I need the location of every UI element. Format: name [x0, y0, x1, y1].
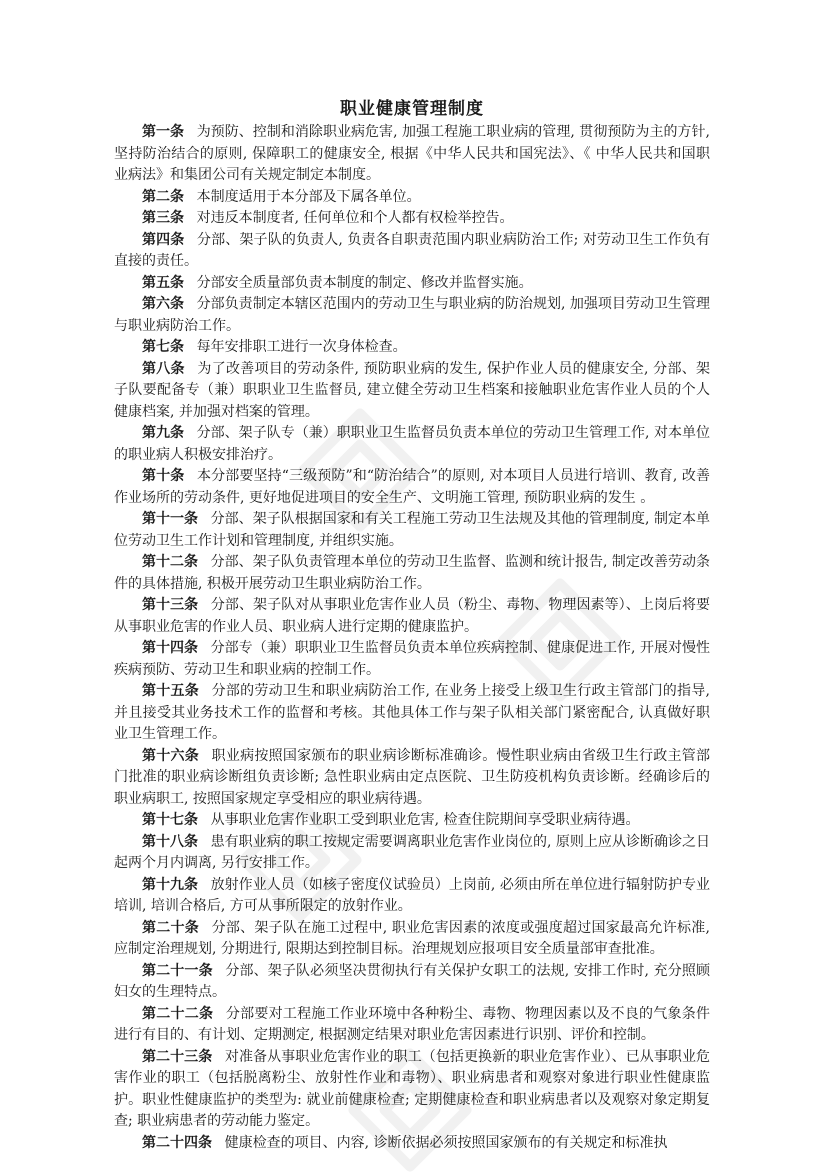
article-paragraph: [114, 337, 710, 359]
article-paragraph: [114, 1047, 710, 1133]
article-text: 本分部要坚持“三级预防”和“防治结合”的原则, 对本项目人员进行培训、教育, 改善作业场所的劳动条件, 更好地促进项目的安全生产、文明施工管理, 预防职业病的发生 。: [114, 468, 711, 506]
article-paragraph: [114, 810, 710, 832]
article-list: [114, 122, 710, 1154]
article-paragraph: [114, 187, 710, 209]
article-text: 放射作业人员（如核子密度仪试验员）上岗前, 必须由所在单位进行辐射防护专业培训, 培训合格后, 方可从事所限定的放射作业。: [114, 876, 711, 914]
article-paragraph: [114, 746, 710, 811]
article-text: 分部、架子队对从事职业危害作业人员（粉尘、毒物、物理因素等）、上岗后将要从事职业危害的作业人员、职业病人进行定期的健康监护。: [114, 597, 711, 635]
article-number: 第十六条: [142, 747, 199, 764]
article-paragraph: [114, 294, 710, 337]
article-paragraph: [114, 273, 710, 295]
article-paragraph: [114, 1133, 710, 1155]
article-number: 第七条: [142, 339, 184, 355]
article-paragraph: [114, 832, 710, 875]
article-text: 分部、架子队的负责人, 负责各自职责范围内职业病防治工作; 对劳动卫生工作负有直接的责任。: [114, 231, 710, 269]
article-paragraph: [114, 466, 710, 509]
article-number: 第二十条: [142, 919, 200, 936]
article-number: 第五条: [142, 274, 184, 291]
article-paragraph: [114, 359, 710, 424]
article-number: 第十五条: [142, 683, 200, 699]
article-number: 第三条: [142, 210, 184, 226]
article-text: 分部要对工程施工作业环境中各种粉尘、毒物、物理因素以及不良的气象条件进行有目的、有计划、定期测定, 根据测定结果对职业危害因素进行识别、评价和控制。: [114, 1005, 711, 1043]
article-number: 第九条: [142, 425, 185, 441]
article-text: 职业病按照国家颁布的职业病诊断标准确诊。慢性职业病由省级卫生行政主管部门批准的职业病诊断组负责诊断; 急性职业病由定点医院、卫生防疫机构负责诊断。经确诊后的职业病职工, 按照国家规定享受相应的职业病待遇。: [114, 747, 711, 807]
article-text: 分部、架子队负责管理本单位的劳动卫生监督、监测和统计报告, 制定改善劳动条件的具体措施, 积极开展劳动卫生职业病防治工作。: [114, 554, 711, 592]
article-paragraph: [114, 638, 710, 681]
article-text: 健康检查的项目、内容, 诊断依据必须按照国家颁布的有关规定和标准执: [224, 1134, 668, 1151]
article-paragraph: [114, 875, 710, 918]
article-number: 第四条: [142, 231, 185, 248]
article-paragraph: [114, 552, 710, 595]
article-number: 第二十三条: [142, 1048, 213, 1065]
article-text: 从事职业危害作业职工受到职业危害, 检查住院期间享受职业病待遇。: [210, 812, 640, 828]
article-paragraph: [114, 122, 710, 187]
article-number: 第十二条: [142, 554, 199, 570]
article-number: 第二十一条: [142, 962, 213, 979]
article-number: 第十一条: [142, 511, 199, 527]
article-number: 第一条: [142, 124, 185, 140]
article-text: 分部的劳动卫生和职业病防治工作, 在业务上接受上级卫生行政主管部门的指导, 并且接受其业务技术工作的监督和考核。其他具体工作与架子队相关部门紧密配合, 认真做好职业卫生管理工作。: [114, 683, 710, 742]
article-text: 分部、架子队必须坚决贯彻执行有关保护女职工的法规, 安排工作时, 充分照顾妇女的生理特点。: [114, 962, 710, 1000]
article-number: 第六条: [142, 296, 185, 312]
article-text: 每年安排职工进行一次身体检查。: [196, 339, 407, 355]
document-title: 职业健康管理制度: [340, 99, 484, 119]
article-number: 第十七条: [142, 812, 198, 828]
article-text: 患有职业病的职工按规定需要调离职业危害作业岗位的, 原则上应从诊断确诊之日起两个月内调离, 另行安排工作。: [114, 833, 711, 871]
article-number: 第十三条: [142, 597, 199, 613]
article-text: 对违反本制度者, 任何单位和个人都有权检举控告。: [196, 210, 514, 226]
article-paragraph: [114, 423, 710, 466]
article-number: 第二十二条: [142, 1005, 214, 1022]
article-text: 分部专（兼）职职业卫生监督员负责本单位疾病控制、健康促进工作, 开展对慢性疾病预防、劳动卫生和职业病的控制工作。: [114, 640, 711, 678]
article-text: 对准备从事职业危害作业的职工（包括更换新的职业危害作业）、已从事职业危害作业的职工（包括脱离粉尘、放射性作业和毒物）、职业病患者和观察对象进行职业性健康监护。职业性健康监护的类型为: 就业前健康检查; 定期健康检查和职业病患者以及观察对象定期复查; 职业病患者的劳动能力鉴定。: [114, 1048, 711, 1129]
article-paragraph: [114, 918, 710, 961]
article-number: 第十九条: [142, 876, 199, 893]
article-text: 分部、架子队专（兼）职职业卫生监督员负责本单位的劳动卫生管理工作, 对本单位的职业病人积极安排治疗。: [114, 425, 711, 463]
article-paragraph: [114, 595, 710, 638]
article-text: 分部、架子队在施工过程中, 职业危害因素的浓度或强度超过国家最高允许标准, 应制定治理规划, 分期进行, 限期达到控制目标。治理规划应报项目安全质量部审查批准。: [114, 919, 710, 957]
article-number: 第二条: [142, 188, 184, 205]
article-text: 为了改善项目的劳动条件, 预防职业病的发生, 保护作业人员的健康安全, 分部、架子队要配备专（兼）职职业卫生监督员, 建立健全劳动卫生档案和接触职业危害作业人员的个人健康档案, 并加强对档案的管理。: [114, 360, 711, 420]
article-paragraph: [114, 230, 710, 273]
article-paragraph: [114, 1004, 710, 1047]
article-number: 第十八条: [142, 833, 199, 850]
article-paragraph: [114, 509, 710, 552]
article-text: 分部安全质量部负责本制度的制定、修改并监督实施。: [196, 274, 533, 291]
article-text: 分部负责制定本辖区范围内的劳动卫生与职业病的防治规划, 加强项目劳动卫生管理与职业病防治工作。: [114, 296, 711, 334]
article-text: 分部、架子队根据国家和有关工程施工劳动卫生法规及其他的管理制度, 制定本单位劳动卫生工作计划和管理制度, 并组织实施。: [114, 511, 711, 549]
article-paragraph: [114, 961, 710, 1004]
article-text: 为预防、控制和消除职业病危害, 加强工程施工职业病的管理, 贯彻预防为主的方针, 坚持防治结合的原则, 保障职工的健康安全, 根据《中华人民共和国宪法》、《 中华人民共和国职业病法》和集团公司有关规定制定本制度。: [114, 124, 711, 183]
document-page: [114, 98, 710, 1154]
article-text: 本制度适用于本分部及下属各单位。: [196, 188, 421, 205]
article-number: 第二十四条: [142, 1134, 212, 1151]
article-number: 第十条: [142, 468, 185, 484]
article-paragraph: [114, 208, 710, 230]
article-number: 第八条: [142, 360, 185, 377]
article-paragraph: [114, 681, 710, 746]
article-number: 第十四条: [142, 640, 199, 656]
